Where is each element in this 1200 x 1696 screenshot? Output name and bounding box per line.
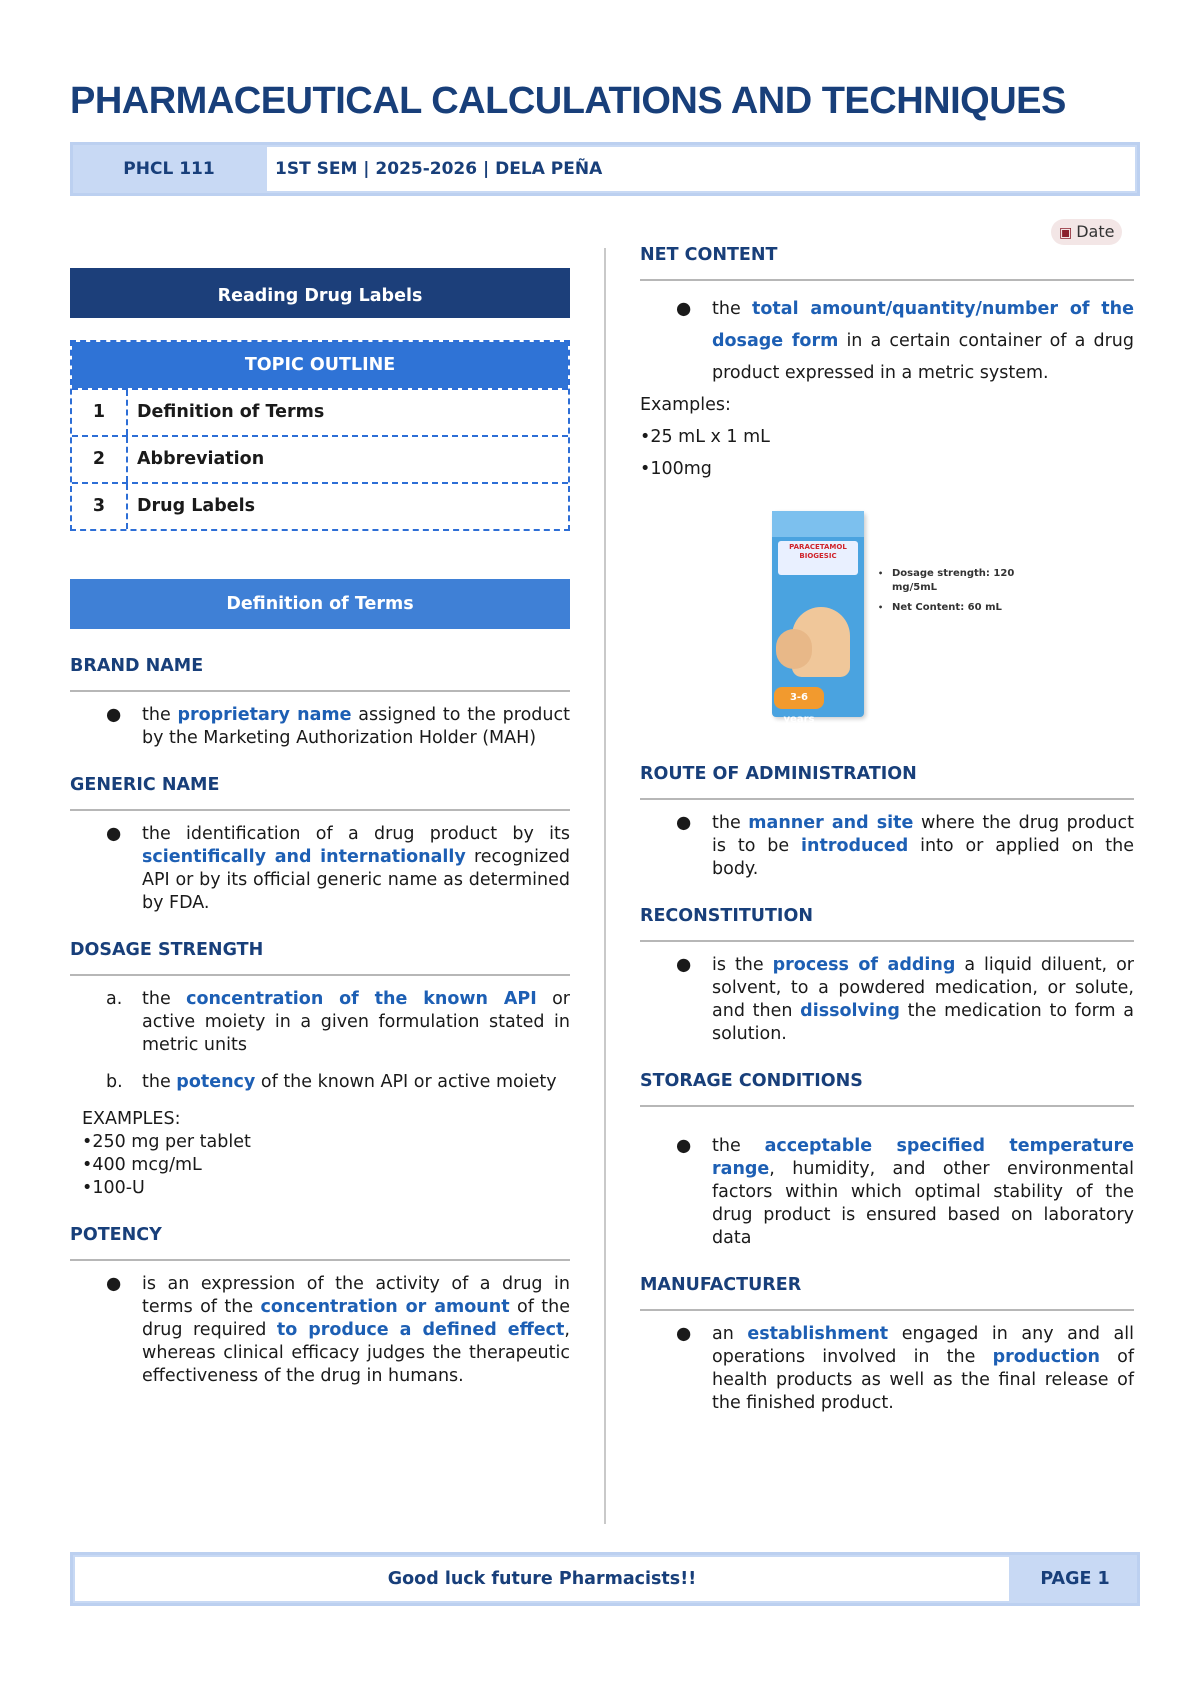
page-title: PHARMACEUTICAL CALCULATIONS AND TECHNIQUES: [70, 80, 1066, 122]
outline-number: 3: [72, 484, 128, 529]
divider-line: [640, 1309, 1134, 1311]
main-section-banner: Reading Drug Labels: [70, 268, 570, 318]
examples-label: EXAMPLES:: [82, 1109, 181, 1129]
box-top: [772, 511, 864, 537]
bullet-icon: ●: [106, 1274, 122, 1294]
bullet-icon: ●: [676, 299, 692, 319]
bullet-text: the manner and site where the drug product is to be introduced into or applied on the body.: [712, 813, 1134, 879]
manufacturer-block: [640, 1274, 1134, 1415]
outline-label: Definition of Terms: [137, 402, 325, 422]
potency-bullet: [70, 1273, 570, 1388]
potency-heading: POTENCY: [70, 1225, 162, 1245]
dosage-note: Dosage strength: 120 mg/5mL: [892, 568, 1015, 593]
list-marker: b.: [106, 1072, 123, 1092]
bullet-text: is the process of adding a liquid diluent, or solvent, to a powdered medication, or solute, and then dissolving the medication to form a solution.: [712, 955, 1134, 1044]
footer-message: Good luck future Pharmacists!!: [75, 1557, 1009, 1601]
examples-label: Examples:: [640, 395, 731, 415]
example-item: •25 mL x 1 mL: [640, 427, 770, 447]
course-code: PHCL 111: [123, 159, 215, 179]
course-header-bar: [70, 142, 1140, 196]
right-column: [640, 244, 1134, 1415]
divider-line: [640, 1105, 1134, 1107]
example-item: •250 mg per tablet: [82, 1132, 251, 1152]
reconstitution-heading: RECONSTITUTION: [640, 906, 813, 926]
storage-bullet: [640, 1135, 1134, 1250]
divider-line: [70, 690, 570, 692]
brand-name-block: [70, 655, 570, 750]
dosage-item-a: [70, 988, 570, 1057]
generic-name-bullet: [70, 823, 570, 915]
bullet-icon: ●: [676, 813, 692, 833]
net-content-heading: NET CONTENT: [640, 245, 778, 265]
net-content-block: [640, 244, 1134, 485]
definitions-section-banner: Definition of Terms: [70, 579, 570, 629]
list-text: the potency of the known API or active moiety: [142, 1072, 557, 1092]
left-column: [70, 268, 570, 1388]
brand-name-heading: BRAND NAME: [70, 656, 204, 676]
bullet-text: an establishment engaged in any and all operations involved in the production of health products as well as the final release of the finished product.: [712, 1324, 1134, 1413]
child-figure: [776, 629, 812, 669]
generic-name-heading: GENERIC NAME: [70, 775, 220, 795]
outline-label: Drug Labels: [137, 496, 256, 516]
bullet-text: is an expression of the activity of a drug in terms of the concentration or amount of the drug required to produce a defined effect, whereas clinical efficacy judges the therapeutic effectiveness of the drug in humans.: [142, 1274, 570, 1386]
potency-block: [70, 1224, 570, 1388]
outline-title: TOPIC OUTLINE: [72, 342, 568, 388]
medicine-box-image: [772, 511, 864, 725]
date-chip[interactable]: [1051, 219, 1122, 245]
page-number: PAGE 1: [1040, 1569, 1110, 1589]
example-item: •100mg: [640, 459, 712, 479]
calendar-icon: ▣: [1059, 225, 1073, 241]
divider-line: [70, 1259, 570, 1261]
outline-label: Abbreviation: [137, 449, 265, 469]
image-annotation: • Dosage strength: 120 mg/5mL • Net Content: 60 mL: [878, 568, 1015, 613]
outline-row: [72, 435, 568, 482]
bullet-text: the total amount/quantity/number of the dosage form in a certain container of a drug product expressed in a metric system.: [712, 299, 1134, 383]
outline-number: 2: [72, 437, 128, 482]
storage-block: [640, 1070, 1134, 1250]
net-content-note: Net Content: 60 mL: [892, 602, 1002, 613]
route-block: [640, 763, 1134, 881]
dosage-strength-block: [70, 939, 570, 1200]
dosage-strength-heading: DOSAGE STRENGTH: [70, 940, 264, 960]
bullet-text: the proprietary name assigned to the product by the Marketing Authorization Holder (MAH): [142, 705, 570, 748]
example-item: •100-U: [82, 1178, 145, 1198]
storage-heading: STORAGE CONDITIONS: [640, 1071, 863, 1091]
divider-line: [70, 809, 570, 811]
net-content-bullet: [640, 293, 1134, 389]
route-bullet: [640, 812, 1134, 881]
footer-bar: [70, 1552, 1140, 1606]
outline-row: [72, 482, 568, 529]
bullet-icon: ●: [676, 1136, 692, 1156]
topic-outline: [70, 340, 570, 531]
divider-line: [640, 798, 1134, 800]
outline-row: [72, 388, 568, 435]
generic-name-block: [70, 774, 570, 915]
bullet-text: the identification of a drug product by its scientifically and internationally recognized API or by its official generic name as determined by FDA.: [142, 824, 570, 913]
box-brand-label: PARACETAMOL BIOGESIC: [778, 541, 858, 575]
manufacturer-bullet: [640, 1323, 1134, 1415]
brand-name-bullet: [70, 704, 570, 750]
divider-line: [640, 279, 1134, 281]
reconstitution-block: [640, 905, 1134, 1046]
drug-label-image: [640, 511, 1134, 725]
course-info: 1ST SEM | 2025-2026 | DELA PEÑA: [267, 147, 1135, 191]
outline-number: 1: [72, 390, 128, 435]
date-label: Date: [1076, 222, 1115, 241]
reconstitution-bullet: [640, 954, 1134, 1046]
route-heading: ROUTE OF ADMINISTRATION: [640, 764, 917, 784]
bullet-text: the acceptable specified temperature range, humidity, and other environmental factors within which optimal stability of the drug product is ensured based on laboratory data: [712, 1136, 1134, 1248]
divider-line: [70, 974, 570, 976]
column-divider: [604, 248, 606, 1524]
example-item: •400 mcg/mL: [82, 1155, 202, 1175]
list-marker: a.: [106, 989, 123, 1009]
age-badge: 3-6 years: [774, 687, 824, 709]
manufacturer-heading: MANUFACTURER: [640, 1275, 802, 1295]
dosage-item-b: [70, 1071, 570, 1094]
bullet-icon: ●: [676, 955, 692, 975]
divider-line: [640, 940, 1134, 942]
bullet-icon: ●: [106, 705, 122, 725]
bullet-icon: ●: [676, 1324, 692, 1344]
list-text: the concentration of the known API or active moiety in a given formulation stated in metric units: [142, 989, 570, 1055]
bullet-icon: ●: [106, 824, 122, 844]
